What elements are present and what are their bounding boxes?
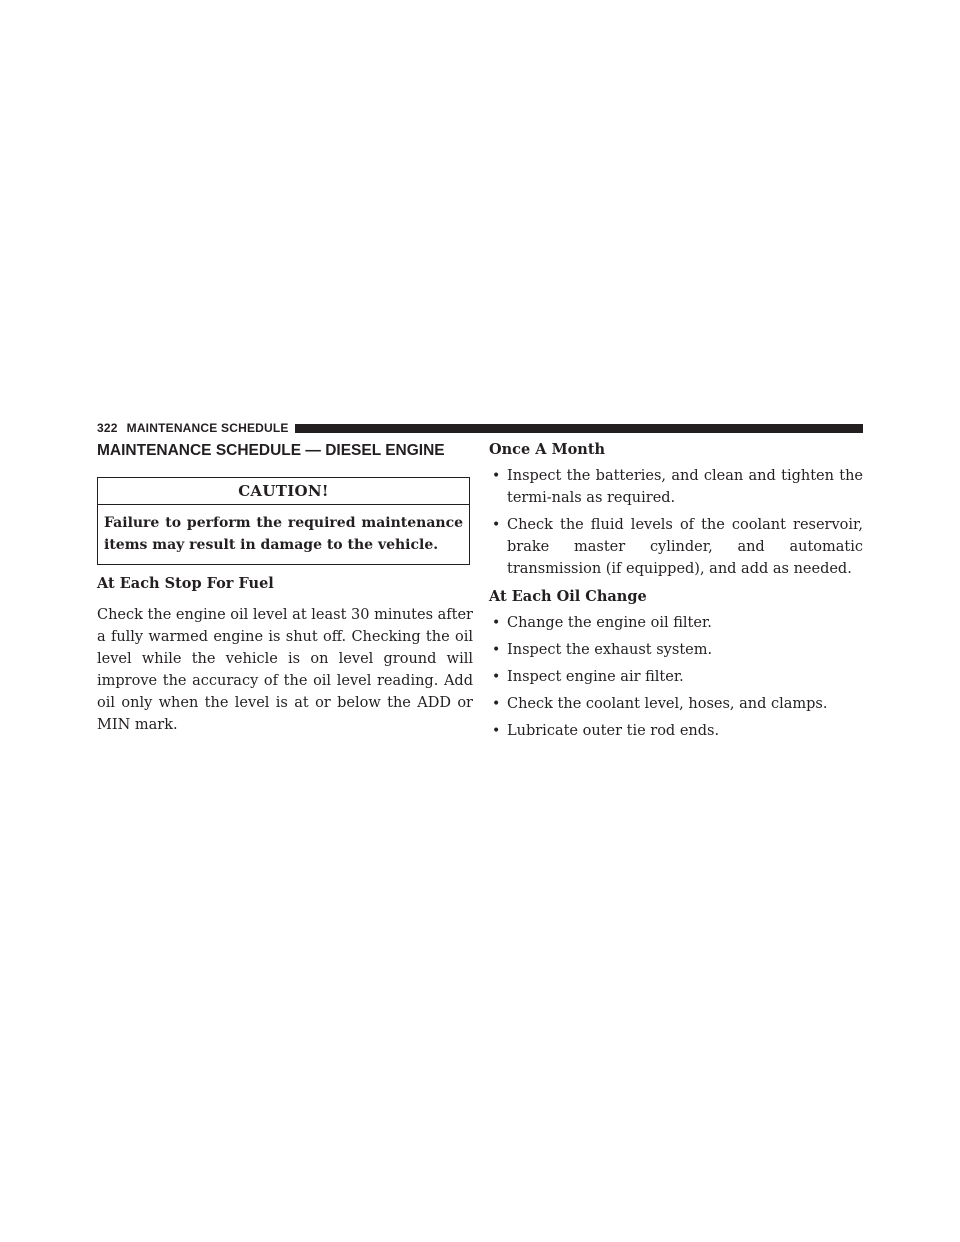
list-item-text: Check the coolant level, hoses, and clamps. [507,696,828,712]
bullet-icon: • [492,615,501,631]
bullet-icon: • [492,468,501,484]
list-item [489,514,863,580]
monthly-list [489,465,863,580]
list-item-text: Inspect engine air filter. [507,669,684,685]
header-rule [295,424,863,433]
list-item [489,639,863,661]
fuel-stop-text: Check the engine oil level at least 30 minutes after a fully warmed engine is shut off. Checking the oil level while the vehicle is on level ground will improve the accuracy of the oil level reading. Add oil only when the level is at or below the ADD or MIN mark. [97,607,473,733]
section-title: MAINTENANCE SCHEDULE [126,421,289,435]
page-header [97,418,863,438]
list-item [489,720,863,742]
right-column [489,440,863,742]
list-item [489,666,863,688]
monthly-heading: Once A Month [489,441,606,458]
list-item-text: Inspect the exhaust system. [507,642,713,658]
bullet-icon: • [492,669,501,685]
bullet-icon: • [492,723,501,739]
list-item [489,465,863,509]
left-column [97,440,473,736]
list-item [489,693,863,715]
bullet-icon: • [492,517,501,533]
bullet-icon: • [492,642,501,658]
caution-text: Failure to perform the required maintenance items may result in damage to the vehicle. [104,515,463,553]
list-item-text: Lubricate outer tie rod ends. [507,723,720,739]
bullet-icon: • [492,696,501,712]
oil-change-list [489,612,863,742]
caution-box [97,477,470,565]
page-number: 322 [97,421,118,435]
list-item-text: Change the engine oil filter. [507,615,712,631]
page-title: MAINTENANCE SCHEDULE — DIESEL ENGINE [97,442,445,459]
fuel-stop-heading: At Each Stop For Fuel [97,575,274,592]
oil-change-heading: At Each Oil Change [489,588,647,605]
list-item-text: Check the fluid levels of the coolant reservoir, brake master cylinder, and automatic transmission (if equipped), and add as needed. [507,517,863,577]
list-item [489,612,863,634]
list-item-text: Inspect the batteries, and clean and tighten the termi-nals as required. [507,468,863,506]
caution-title: CAUTION! [98,478,469,505]
